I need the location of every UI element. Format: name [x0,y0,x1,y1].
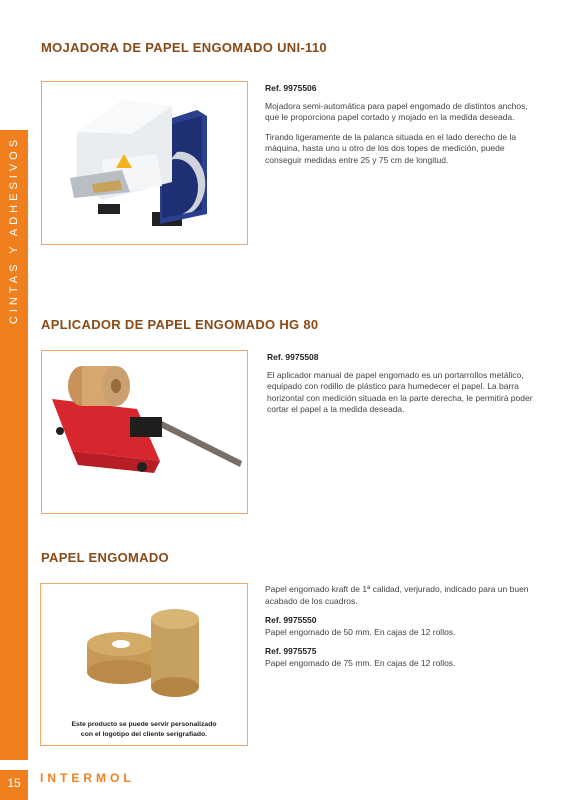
tape-applicator-image [42,351,247,513]
product-description-uni110 [265,83,533,174]
product-title-papel-engomado: PAPEL ENGOMADO [41,550,169,565]
product-intro: Papel engomado kraft de 1ª calidad, verjurado, indicado para un buen acabado de los cuadros. [265,584,529,606]
product-ref-uni110: Ref. 9975506 [265,83,317,93]
product-ref-hg80: Ref. 9975508 [267,352,319,362]
product-title-uni110: MOJADORA DE PAPEL ENGOMADO UNI-110 [41,40,327,55]
wetting-machine-image [42,82,247,244]
customization-caption [42,720,246,740]
product-ref-75mm: Ref. 9975575 [265,646,317,656]
product-paragraph: El aplicador manual de papel engomado es un portarrollos metálico, equipado con rodillo de plástico para humedecer el papel. La barra horizontal con medición situada en la parte derecha, le permitirá poder cortar el papel a la medida deseada. [267,369,533,414]
caption-line: con el logotipo del cliente serigrafiado. [80,731,208,738]
product-title-hg80: APLICADOR DE PAPEL ENGOMADO HG 80 [41,317,319,332]
product-ref-50mm: Ref. 9975550 [265,615,317,625]
product-paragraph: Tirando ligeramente de la palanca situada en el lado derecho de la máquina, hasta uno u otro de los dos topes de medición, puede conseguir medidas entre 25 y 75 cm de longitud. [265,131,517,165]
product-image-frame-uni110 [41,81,248,245]
caption-line: Este producto se puede servir personalizado [71,721,217,728]
product-description-hg80 [267,352,535,424]
product-ref-text: Papel engomado de 75 mm. En cajas de 12 rollos. [265,657,456,668]
product-image-frame-hg80 [41,350,248,514]
product-ref-text: Papel engomado de 50 mm. En cajas de 12 rollos. [265,626,456,637]
product-paragraph: Mojadora semi-automática para papel engomado de distintos anchos, que le proporciona papel cortado y mojado en la medida deseada. [265,100,528,122]
page-number: 15 [7,776,21,790]
brand-wordmark: INTERMOL [40,771,135,785]
side-section-label: CINTAS Y ADHESIVOS [8,135,20,325]
product-description-papel-engomado [265,584,533,677]
